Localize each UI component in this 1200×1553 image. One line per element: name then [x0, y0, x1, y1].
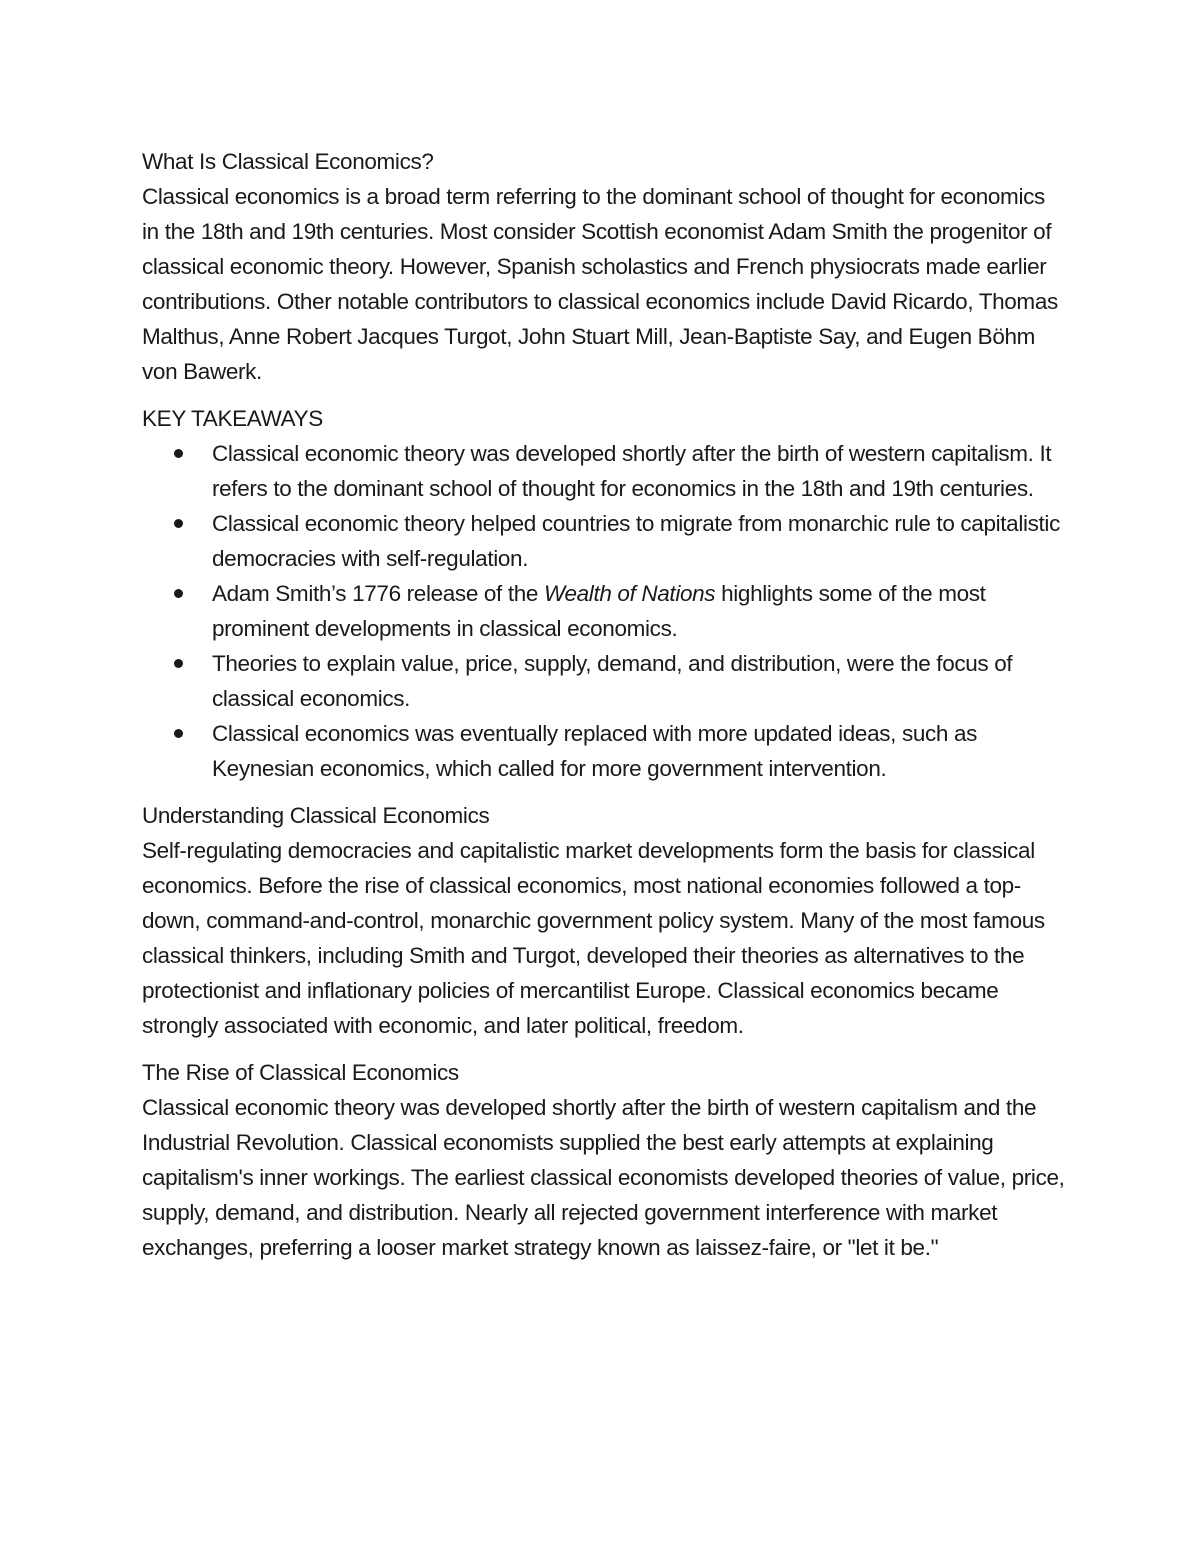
paragraph-intro: Classical economics is a broad term referring to the dominant school of thought for economics in the 18th and 19th centuries. Most consider Scottish economist Adam Smith the progenitor of classical economic theory. However, Spanish scholastics and French physiocrats made earlier contributions. Other notable contributors to classical economics include David Ricardo, Thomas Malthus, Anne Robert Jacques Turgot, John Stuart Mill, Jean-Baptiste Say, and Eugen Böhm von Bawerk. [142, 184, 1058, 384]
section-rise [142, 1055, 1067, 1265]
key-takeaways-title: KEY TAKEAWAYS [142, 406, 323, 431]
section-understanding [142, 798, 1067, 1043]
key-takeaways-list [142, 436, 1067, 786]
list-item-text: Classical economic theory helped countries to migrate from monarchic rule to capitalistic democracies with self-regulation. [212, 511, 1060, 571]
bullet-icon [174, 729, 183, 738]
list-item [142, 506, 1067, 576]
bullet-icon [174, 449, 183, 458]
list-item [142, 646, 1067, 716]
section-heading-rise: The Rise of Classical Economics [142, 1060, 459, 1085]
bullet-icon [174, 589, 183, 598]
list-item [142, 576, 1067, 646]
paragraph-understanding: Self-regulating democracies and capitalistic market developments form the basis for classical economics. Before the rise of classical economics, most national economies followed a top-down, command-and-control, monarchic government policy system. Many of the most famous classical thinkers, including Smith and Turgot, developed their theories as alternatives to the protectionist and inflationary policies of mercantilist Europe. Classical economics became strongly associated with economic, and later political, freedom. [142, 838, 1045, 1038]
section-key-takeaways [142, 401, 1067, 786]
paragraph-rise: Classical economic theory was developed shortly after the birth of western capitalism and the Industrial Revolution. Classical economists supplied the best early attempts at explaining capitalism's inner workings. The earliest classical economists developed theories of value, price, supply, demand, and distribution. Nearly all rejected government interference with market exchanges, preferring a looser market strategy known as laissez-faire, or "let it be." [142, 1095, 1065, 1260]
list-item-text-after: highlights some of the most prominent developments in classical economics. [212, 581, 986, 641]
list-item-text: Classical economic theory was developed shortly after the birth of western capitalism. It refers to the dominant school of thought for economics in the 18th and 19th centuries. [212, 441, 1052, 501]
bullet-icon [174, 659, 183, 668]
section-heading-understanding: Understanding Classical Economics [142, 803, 490, 828]
list-item-text-before: Adam Smith’s 1776 release of the [212, 581, 544, 606]
list-item [142, 716, 1067, 786]
list-item [142, 436, 1067, 506]
list-item-text: Classical economics was eventually replaced with more updated ideas, such as Keynesian economics, which called for more government intervention. [212, 721, 978, 781]
book-title: Wealth of Nations [543, 581, 716, 606]
list-item-text [212, 581, 986, 641]
bullet-icon [174, 519, 183, 528]
section-heading-intro: What Is Classical Economics? [142, 149, 434, 174]
document-page [142, 144, 1067, 1277]
list-item-text: Theories to explain value, price, supply, demand, and distribution, were the focus of classical economics. [212, 651, 1013, 711]
section-intro [142, 144, 1067, 389]
